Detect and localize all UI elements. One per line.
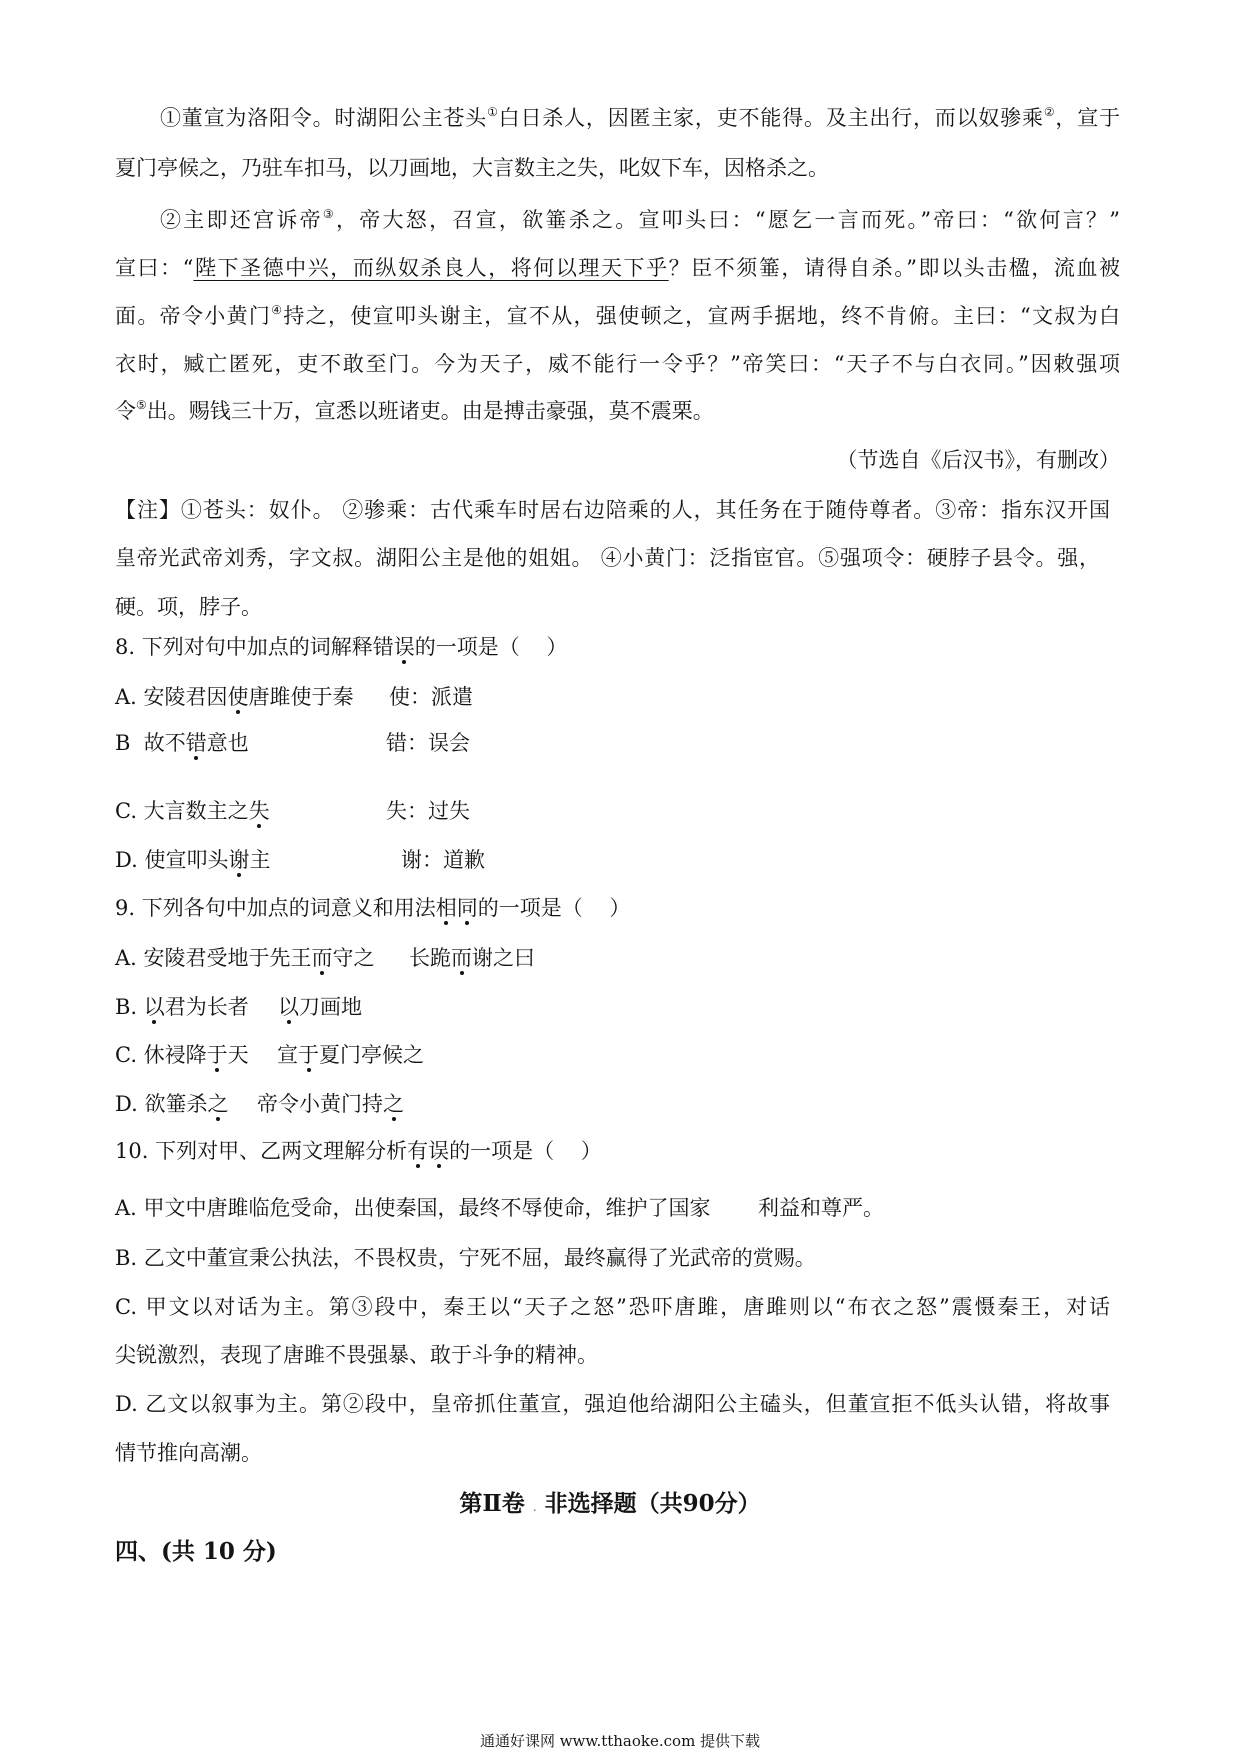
passage-p2-line1 — [160, 205, 1120, 235]
question-9-option-b — [115, 992, 1120, 1022]
stem-text: 的一项是（ ） — [477, 896, 631, 920]
option-text: 夏门亭候之 — [319, 1043, 424, 1067]
option-text: 守之 — [332, 946, 375, 970]
passage-text: ②主即还宫诉帝 — [160, 208, 323, 232]
option-second-sentence — [277, 1040, 424, 1070]
option-text: 意也 — [206, 731, 249, 755]
passage-text: ，帝大怒，召宣，欲箠杀之。宣叩头曰：“愿乞一言而死。”帝曰：“欲何言？” — [335, 208, 1120, 232]
passage-p2-line4: 衣时，臧亡匿死，吏不敢至门。今为天子，威不能行一令乎？”帝笑曰：“天子不与白衣同。”因敕强项 — [115, 352, 1120, 376]
question-10-option-d-line1: D. 乙文以叙事为主。第②段中，皇帝抓住董宣，强迫他给湖阳公主磕头，但董宣拒不低头认错，将故事 — [115, 1392, 1110, 1416]
passage-text: 出。赐钱三十万，宣悉以班诸吏。由是搏击豪强，莫不震栗。 — [146, 399, 714, 423]
emphasis-char: 误 — [428, 1139, 450, 1163]
passage-text: ①董宣为洛阳令。时湖阳公主苍头 — [160, 106, 488, 130]
notes-line3: 硬。项，脖子。 — [115, 595, 262, 619]
option-text: D. 欲箠杀 — [115, 1092, 208, 1116]
option-gloss: 错：误会 — [386, 731, 470, 755]
emphasis-char: 以 — [143, 995, 165, 1019]
passage-p2-line2 — [115, 253, 1120, 283]
stem-text: 10. 下列对甲、乙两文理解分析 — [115, 1139, 408, 1163]
option-text: 刀画地 — [299, 995, 362, 1019]
option-text: 天 — [227, 1043, 249, 1067]
option-text: 长跪 — [409, 946, 451, 970]
emphasis-char: 失 — [248, 799, 270, 823]
emphasis-char: 有 — [407, 1139, 429, 1163]
footnote-marker: ④ — [271, 303, 284, 317]
emphasis-char: 错 — [185, 731, 207, 755]
emphasis-char: 之 — [207, 1092, 229, 1116]
section-title — [0, 1488, 1220, 1520]
emphasis-char: 相 — [435, 896, 457, 920]
question-10-stem — [115, 1136, 1120, 1166]
section-title-mark: . — [532, 1500, 537, 1514]
question-8-option-c — [115, 796, 1120, 826]
passage-text: 令 — [115, 399, 136, 423]
question-8-option-b — [115, 728, 1120, 758]
question-10-option-c-line2: 尖锐激烈，表现了唐雎不畏强暴、敢于斗争的精神。 — [115, 1343, 598, 1367]
option-text: 唐雎使于秦 — [248, 685, 354, 709]
passage-text: ？臣不须箠，请得自杀。”即以头击楹，流血被 — [668, 256, 1120, 280]
option-gloss: 失：过失 — [386, 799, 470, 823]
option-text: A. 安陵君受地于先王 — [115, 946, 312, 970]
emphasis-char: 以 — [278, 995, 299, 1019]
question-9-stem — [115, 893, 1120, 923]
question-9-option-d — [115, 1089, 1120, 1119]
passage-text: 面。帝令小黄门 — [115, 304, 272, 328]
notes-line1: 【注】①苍头：奴仆。 ②骖乘：古代乘车时居右边陪乘的人，其任务在于随侍尊者。③帝：指东汉开国 — [115, 498, 1110, 522]
question-10-option-b: B. 乙文中董宣秉公执法，不畏权贵，宁死不屈，最终赢得了光武帝的赏赐。 — [115, 1246, 816, 1270]
stem-text: 8. 下列对句中加点的词解释错 — [115, 635, 394, 659]
emphasis-char: 同 — [456, 896, 478, 920]
footnote-marker: ⑤ — [136, 398, 147, 412]
question-10-option-a — [115, 1193, 1120, 1223]
passage-p1-line2: 夏门亭候之，乃驻车扣马，以刀画地，大言数主之失，叱奴下车，因格杀之。 — [115, 156, 829, 180]
question-8-option-d — [115, 845, 1120, 875]
question-10-option-d-line2: 情节推向高潮。 — [115, 1441, 262, 1465]
option-text: 君为长者 — [164, 995, 249, 1019]
question-9-option-a — [115, 943, 1120, 973]
option-gloss: 谢：道歉 — [401, 848, 485, 872]
footnote-marker: ② — [1043, 105, 1056, 119]
option-text: 谢之曰 — [472, 946, 535, 970]
question-9-option-c — [115, 1040, 1120, 1070]
option-text-tail: 利益和尊严。 — [758, 1196, 884, 1220]
option-second-sentence — [278, 992, 362, 1022]
page-footer: 通通好课网 www.tthaoke.com 提供下载 — [479, 1732, 761, 1750]
question-8-stem — [115, 632, 1120, 662]
emphasis-char: 之 — [383, 1092, 404, 1116]
option-text: D. 使宣叩头 — [115, 848, 229, 872]
part-four-title: 四、(共 10 分) — [115, 1538, 277, 1565]
emphasis-char: 于 — [206, 1043, 228, 1067]
passage-text: 宣曰：“ — [115, 256, 194, 280]
footnote-marker: ③ — [322, 207, 336, 221]
passage-text: ，宣于 — [1055, 106, 1121, 130]
option-second-sentence — [257, 1089, 404, 1119]
passage-p1-line1 — [160, 103, 1120, 133]
passage-text: 白日杀人，因匿主家，吏不能得。及主出行，而以奴骖乘 — [498, 106, 1044, 130]
option-text: 宣 — [277, 1043, 298, 1067]
emphasis-char: 而 — [311, 946, 333, 970]
emphasis-char: 误 — [393, 635, 415, 659]
option-second-sentence — [409, 943, 535, 973]
footnote-marker: ① — [487, 105, 499, 119]
option-text: C. 大言数主之 — [115, 799, 249, 823]
stem-text: 9. 下列各句中加点的词意义和用法 — [115, 896, 436, 920]
emphasis-char: 而 — [451, 946, 472, 970]
notes-line2: 皇帝光武帝刘秀，字文叔。湖阳公主是他的姐姐。 ④小黄门：泛指宦官。⑤强项令：硬脖子县令。强， — [115, 546, 1100, 570]
option-text: A. 安陵君因 — [115, 685, 228, 709]
question-8-option-a — [115, 682, 1120, 712]
question-10-option-c-line1: C. 甲文以对话为主。第③段中，秦王以“天子之怒”恐吓唐雎，唐雎则以“布衣之怒”震慑秦王，对话 — [115, 1295, 1110, 1319]
emphasis-char: 于 — [298, 1043, 319, 1067]
option-gloss: 使：派遣 — [389, 685, 473, 709]
passage-source: （节选自《后汉书》，有删改） — [836, 448, 1120, 472]
section-title-part: 第Ⅱ卷 — [459, 1490, 525, 1517]
option-text: B. — [115, 995, 144, 1019]
stem-text: 的一项是（ ） — [449, 1139, 602, 1163]
underlined-sentence: 陛下圣德中兴，而纵奴杀良人，将何以理天下乎 — [193, 256, 669, 280]
option-text: 帝令小黄门持 — [257, 1092, 383, 1116]
section-title-part: 非选择题（共90分） — [544, 1490, 761, 1517]
emphasis-char: 使 — [227, 685, 249, 709]
option-text: A. 甲文中唐雎临危受命，出使秦国，最终不辱使命，维护了国家 — [115, 1196, 711, 1220]
option-text: B 故不 — [115, 731, 186, 755]
option-text: C. 休祲降 — [115, 1043, 207, 1067]
emphasis-char: 谢 — [228, 848, 250, 872]
passage-p2-line3 — [115, 301, 1120, 331]
passage-p2-line5 — [115, 396, 1120, 426]
option-text: 主 — [249, 848, 271, 872]
passage-text: 持之，使宣叩头谢主，宣不从，强使顿之，宣两手据地，终不肯俯。主曰：“文叔为白 — [283, 304, 1121, 328]
stem-text: 的一项是（ ） — [414, 635, 568, 659]
